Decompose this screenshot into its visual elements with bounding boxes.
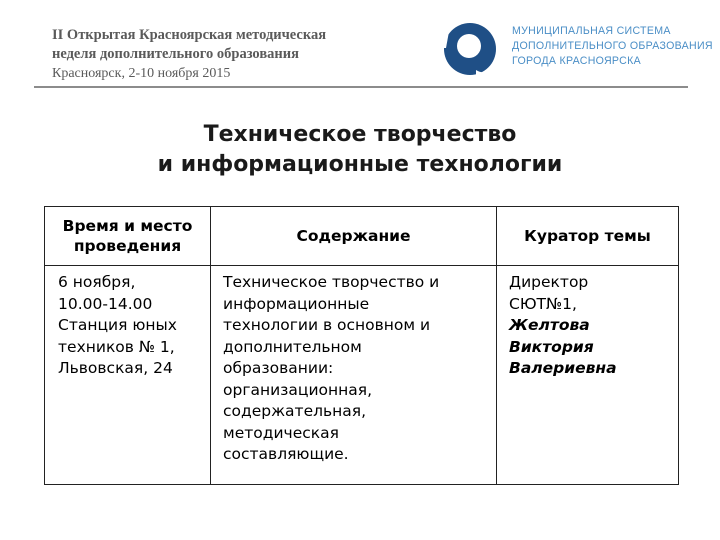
logo-caption	[512, 24, 713, 69]
cell-content	[211, 266, 497, 485]
slide-title-line1: Техническое творчество	[203, 122, 517, 147]
header-content: Содержание	[211, 207, 497, 266]
content-line: методическая	[223, 423, 339, 442]
time-place-line: 10.00-14.00	[58, 294, 153, 313]
cell-curator	[497, 266, 679, 485]
content-line: организационная,	[223, 380, 373, 399]
content-line: Техническое творчество и	[223, 273, 440, 291]
schedule-table	[44, 206, 679, 485]
content-line: дополнительном	[223, 337, 362, 356]
content-line: составляющие.	[223, 445, 349, 463]
event-name-line2: неделя дополнительного образования	[52, 46, 299, 62]
curator-name-line: Желтова	[509, 316, 590, 334]
content-line: содержательная,	[223, 402, 367, 420]
content-line: информационные	[223, 294, 370, 313]
curator-role-line: СЮТ№1,	[509, 294, 577, 313]
header-curator: Куратор темы	[497, 207, 679, 266]
content-line: образовании:	[223, 359, 334, 377]
slide-title-line2: и информационные технологии	[157, 152, 563, 177]
header-time-place-line1: Время и место	[62, 217, 193, 235]
header-divider	[34, 86, 688, 88]
cell-time-place	[45, 266, 211, 485]
logo-caption-line1: МУНИЦИПАЛЬНАЯ СИСТЕМА	[512, 25, 671, 37]
header-time-place	[45, 207, 211, 266]
event-header	[52, 26, 326, 83]
time-place-line: 6 ноября,	[58, 273, 136, 291]
curator-name-line: Валериевна	[509, 359, 617, 377]
event-date: Красноярск, 2-10 ноября 2015	[52, 66, 231, 81]
time-place-line: Львовская, 24	[58, 359, 173, 377]
header-time-place-line2: проведения	[73, 237, 182, 255]
curator-name-line: Виктория	[509, 337, 594, 356]
curator-role-line: Директор	[509, 273, 589, 291]
table-row	[45, 266, 679, 485]
time-place-line: Станция юных	[58, 316, 177, 334]
logo-caption-line2: ДОПОЛНИТЕЛЬНОГО ОБРАЗОВАНИЯ	[512, 40, 713, 52]
logo-caption-line3: ГОРОДА КРАСНОЯРСКА	[512, 55, 641, 67]
table-header-row	[45, 207, 679, 266]
slide-title	[60, 120, 660, 180]
time-place-line: техников № 1,	[58, 337, 175, 356]
event-name-line1: II Открытая Красноярская методическая	[52, 27, 327, 43]
municipal-system-logo-icon	[436, 18, 504, 80]
content-line: технологии в основном и	[223, 316, 431, 334]
